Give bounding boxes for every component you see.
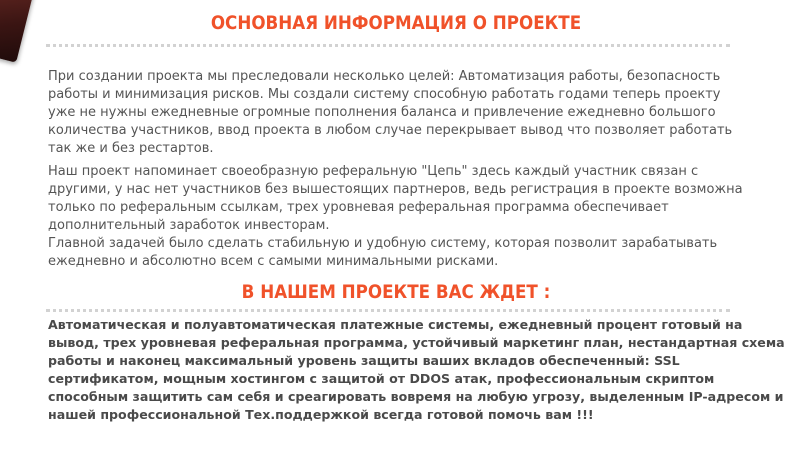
about-paragraph-2 xyxy=(48,163,748,271)
text-line: При создании проекта мы преследовали несколько целей: Автоматизация работы, безопасность xyxy=(48,69,721,84)
text-line: только по реферальным ссылкам, трех уровневая реферальная программа обеспечивает xyxy=(48,200,669,215)
text-line: другими, у нас нет участников без вышестоящих партнеров, ведь регистрация в проекте возможна xyxy=(48,182,743,197)
text-line: так же и без рестартов. xyxy=(48,141,214,156)
dotted-divider xyxy=(46,309,730,312)
corner-decoration-image xyxy=(0,0,34,63)
text-line: ежедневно и абсолютно всем с самыми минимальными рисками. xyxy=(48,254,499,269)
text-line: сертификатом, мощным хостингом с защитой от DDOS атак, профессиональным скриптом xyxy=(48,371,715,386)
text-line: количества участников, ввод проекта в любом случае перекрывает вывод что позволяет работать xyxy=(48,123,733,138)
text-line: работы и минимизация рисков. Мы создали систему способную работать годами теперь проекту xyxy=(48,87,721,102)
text-line: дополнительный заработок инвесторам. xyxy=(48,218,330,233)
text-line: работы и наконец максимальный уровень защиты ваших вкладов обеспеченный: SSL xyxy=(48,353,680,368)
dotted-divider xyxy=(46,44,730,47)
offer-section-title: В НАШЕМ ПРОЕКТЕ ВАС ЖДЕТ : xyxy=(241,281,551,303)
offer-paragraph xyxy=(48,316,785,424)
text-line: вывод, трех уровневая реферальная программа, устойчивый маркетинг план, нестандартная схема xyxy=(48,335,785,350)
text-line: Автоматическая и полуавтоматическая платежные системы, ежедневный процент готовый на xyxy=(48,317,743,332)
text-line: Главной задачей было сделать стабильную и удобную систему, которая позволит зарабатывать xyxy=(48,236,718,251)
about-paragraph-1 xyxy=(48,68,748,158)
about-section-title: ОСНОВНАЯ ИНФОРМАЦИЯ О ПРОЕКТЕ xyxy=(210,12,582,34)
text-line: способным защитить сам себя и среагировать вовремя на любую угрозу, выделенным IP-адресом и xyxy=(48,389,784,404)
text-line: нашей профессиональной Тех.поддержкой всегда готовой помочь вам !!! xyxy=(48,407,594,422)
text-line: Наш проект напоминает своеобразную реферальную "Цепь" здесь каждый участник связан с xyxy=(48,164,699,179)
text-line: уже не нужны ежедневные огромные пополнения баланса и привлечение ежедневно большого xyxy=(48,105,716,120)
